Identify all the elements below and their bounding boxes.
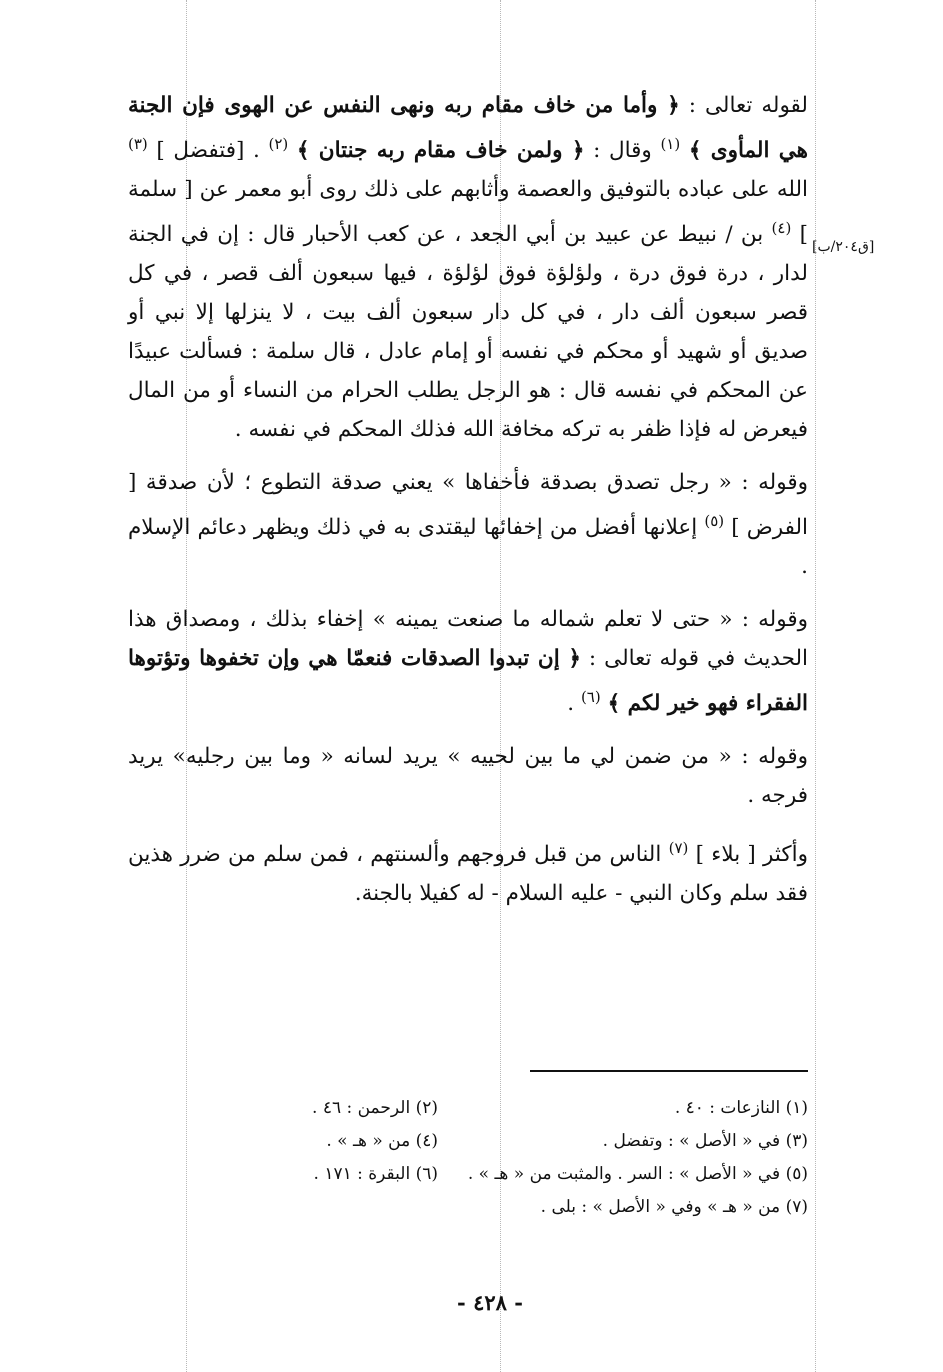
footnote-row (190, 1191, 808, 1224)
quran-verse: ﴿ إن تبدوا الصدقات فنعمّا هي وإن تخفوها وتؤتوها الفقراء فهو خير لكم ﴾ (128, 646, 808, 716)
footnote-ref[interactable]: (٣) (128, 135, 148, 153)
text-run: بن / نبيط عن عبيد بن أبي الجعد ، عن كعب الأحبار قال : إن في الجنة لدار ، درة فوق درة ، ولؤلؤة فوق لؤلؤة ، فيها سبعون ألف قصر ، في كل قصر سبعون ألف دار ، في كل دار سبعون ألف بيت ، لا ينزلها إلا نبي أو صديق أو شهيد أو محكم في نفسه أو إمام عادل ، قال سلمة : فسألت عبيدًا عن المحكم في نفسه قال : هو الرجل يطلب الحرام من النساء أو من المال فيعرض له فإذا ظفر به تركه مخافة الله فذلك المحكم في نفسه . (128, 222, 808, 442)
paragraph-2 (128, 463, 808, 586)
footnotes (190, 1092, 808, 1224)
footnote-4: (٤) من « هـ » . (326, 1131, 438, 1151)
text-run: . [فتفضل ] (147, 138, 269, 163)
paragraph-3 (128, 600, 808, 723)
scan-guide-line (815, 0, 816, 1372)
footnote-ref[interactable]: (١) (660, 135, 681, 153)
footnote-row (190, 1092, 808, 1125)
quran-verse: ﴿ وأما من خاف مقام ربه ونهى النفس عن الهوى فإن الجنة هي المأوى ﴾ (128, 93, 809, 163)
text-run: وقال : (584, 138, 661, 163)
manuscript-folio-marker: [ق٢٠٤/ب] (812, 239, 875, 255)
text-run: إعلانها أفضل من إخفائها ليقتدى به في ذلك ويظهر دعائم الإسلام . (128, 515, 808, 579)
text-run: وأكثر [ بلاء ] (688, 842, 809, 867)
footnote-5: (٥) في « الأصل » : السر . والمثبت من « هـ » . (467, 1164, 808, 1184)
footnote-ref[interactable]: (٦) (580, 688, 601, 706)
footnote-6: (٦) البقرة : ١٧١ . (313, 1164, 438, 1184)
text-run: لقوله تعالى : (679, 93, 808, 118)
text-run: وقوله : « رجل تصدق بصدقة فأخفاها » يعني صدقة التطوع ؛ لأن صدقة [ الفرض ] (128, 470, 809, 540)
footnote-ref[interactable]: (٢) (268, 135, 289, 153)
text-run: الله على عباده بالتوفيق والعصمة وأثابهم على ذلك روى أبو معمر عن [ سلمة ] (128, 177, 808, 247)
text-run: وقوله : « من ضمن لي ما بين لحييه » يريد لسانه « وما بين رجليه» يريد فرجه . (128, 744, 808, 808)
paragraph-4 (128, 737, 808, 815)
footnote-row (190, 1125, 808, 1158)
footnote-3: (٣) في « الأصل » : وتفضل . (602, 1131, 808, 1151)
paragraph-5 (128, 829, 808, 913)
footnote-7: (٧) من « هـ » وفي « الأصل » : بلى . (540, 1197, 808, 1217)
footnote-ref[interactable]: (٥) (704, 512, 725, 530)
footnote-2: (٢) الرحمن : ٤٦ . (312, 1098, 438, 1118)
paragraph-1 (128, 86, 808, 449)
quran-verse: ﴿ ولمن خاف مقام ربه جنتان ﴾ (296, 138, 585, 163)
footnote-ref[interactable]: (٧) (668, 839, 689, 857)
footnote-row (190, 1158, 808, 1191)
footnote-1: (١) النازعات : ٤٠ . (674, 1098, 808, 1118)
text-run: . (567, 691, 581, 716)
footnote-separator (530, 1070, 808, 1072)
page-number: - ٤٢٨ - (457, 1290, 523, 1315)
main-text (128, 86, 808, 913)
footnote-ref[interactable]: (٤) (771, 219, 792, 237)
text-run: الناس من قبل فروجهم وألسنتهم ، فمن سلم من ضرر هذين فقد سلم وكان النبي - عليه السلام - له كفيلا بالجنة. (128, 842, 808, 906)
text-run: وقوله : « حتى لا تعلم شماله ما صنعت يمينه » إخفاء بذلك ، ومصداق هذا الحديث في قوله تعالى : (128, 607, 808, 671)
